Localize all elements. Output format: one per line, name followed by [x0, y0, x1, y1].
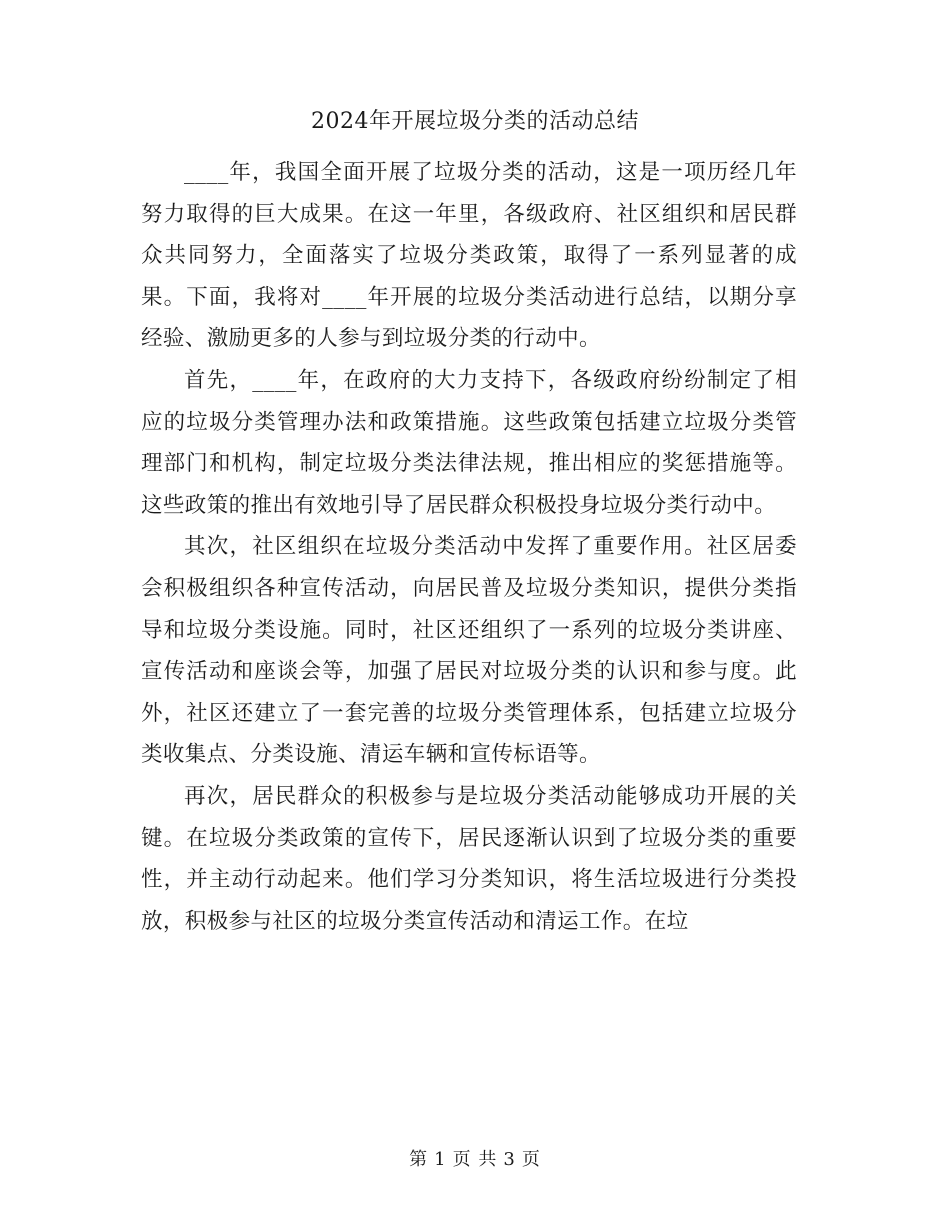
- page-footer: [0, 1148, 950, 1172]
- paragraph-1: ____年，我国全面开展了垃圾分类的活动，这是一项历经几年努力取得的巨大成果。在这一年里，各级政府、社区组织和居民群众共同努力，全面落实了垃圾分类政策，取得了一系列显著的成果。下面，我将对____年开展的垃圾分类活动进行总结，以期分享经验、激励更多的人参与到垃圾分类的行动中。: [141, 160, 797, 352]
- document-body: [141, 152, 797, 942]
- document-title: 2024年开展垃圾分类的活动总结: [311, 109, 639, 134]
- footer-page-number: 1: [434, 1149, 447, 1170]
- footer-total-pages: 3: [503, 1149, 516, 1170]
- paragraph-3: 其次，社区组织在垃圾分类活动中发挥了重要作用。社区居委会积极组织各种宣传活动，向居民普及垃圾分类知识，提供分类指导和垃圾分类设施。同时，社区还组织了一系列的垃圾分类讲座、宣传活动和座谈会等，加强了居民对垃圾分类的认识和参与度。此外，社区还建立了一套完善的垃圾分类管理体系，包括建立垃圾分类收集点、分类设施、清运车辆和宣传标语等。: [141, 534, 797, 768]
- footer-page-suffix: 页: [521, 1149, 541, 1170]
- footer-page-mid: 页 共: [452, 1149, 498, 1170]
- footer-page-prefix: 第: [409, 1149, 429, 1170]
- paragraph-2: 首先，____年，在政府的大力支持下，各级政府纷纷制定了相应的垃圾分类管理办法和政策措施。这些政策包括建立垃圾分类管理部门和机构，制定垃圾分类法律法规，推出相应的奖惩措施等。这些政策的推出有效地引导了居民群众积极投身垃圾分类行动中。: [141, 367, 797, 518]
- paragraph-4: 再次，居民群众的积极参与是垃圾分类活动能够成功开展的关键。在垃圾分类政策的宣传下，居民逐渐认识到了垃圾分类的重要性，并主动行动起来。他们学习分类知识，将生活垃圾进行分类投放，积极参与社区的垃圾分类宣传活动和清运工作。在垃: [141, 783, 797, 934]
